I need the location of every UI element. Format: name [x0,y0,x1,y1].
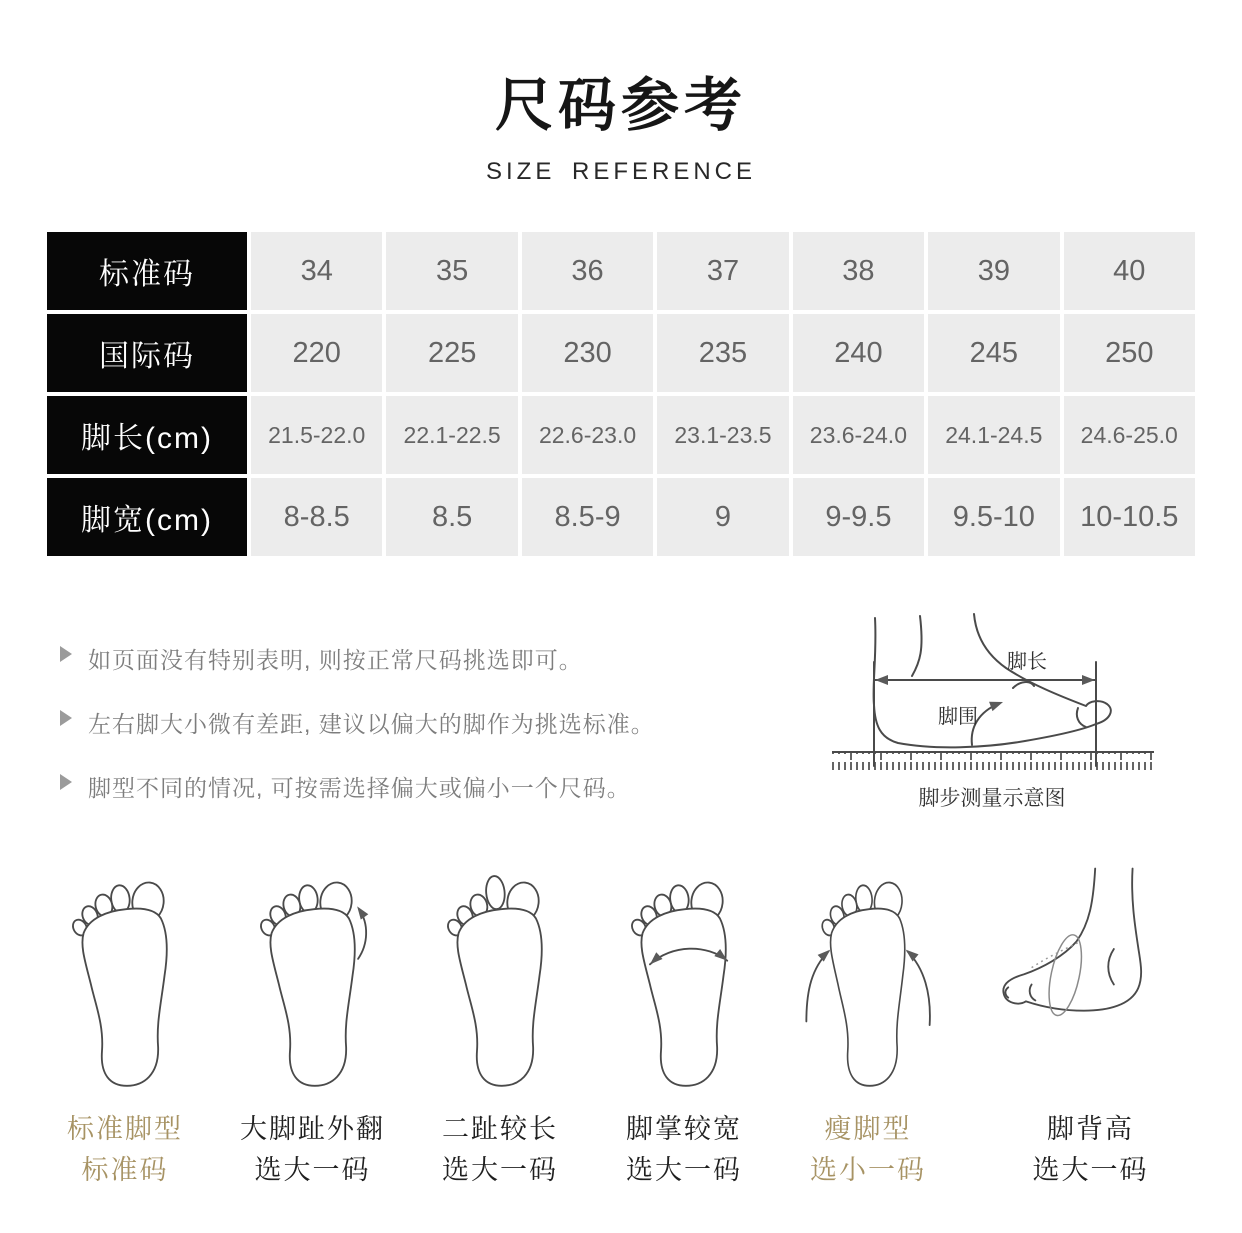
foot-type-standard [56,865,194,1191]
foot-type-bunion [240,865,385,1191]
size-cell: 9-9.5 [793,478,924,556]
bullet-triangle-icon [60,774,72,790]
size-cell: 23.6-24.0 [793,396,924,474]
foot-measure-illustration [820,600,1200,815]
size-cell: 235 [657,314,788,392]
foot-types-section [0,860,1242,1191]
size-cell: 24.6-25.0 [1064,396,1195,474]
size-cell: 230 [522,314,653,392]
size-cell: 250 [1064,314,1195,392]
foot-label-line1: 瘦脚型 [824,1114,912,1144]
size-cell: 24.1-24.5 [928,396,1059,474]
foot-type-label [626,1109,742,1191]
size-cell: 10-10.5 [1064,478,1195,556]
size-cell: 37 [657,232,788,310]
foot-wide-forefoot-illustration [615,865,753,1095]
size-cell: 8.5-9 [522,478,653,556]
note-text: 如页面没有特别表明, 则按正常尺码挑选即可。 [88,647,583,673]
size-cell: 225 [386,314,517,392]
diagram-caption: 脚步测量示意图 [918,787,1066,810]
size-cell: 8.5 [386,478,517,556]
foot-bunion-illustration [244,865,382,1095]
foot-label-line2: 标准码 [81,1155,169,1185]
foot-type-label [67,1109,183,1191]
page-title: 尺码参考 [494,73,747,138]
foot-label-line2: 选小一码 [810,1155,926,1185]
size-cell: 23.1-23.5 [657,396,788,474]
size-cell: 36 [522,232,653,310]
size-cell: 8-8.5 [251,478,382,556]
foot-type-wide-forefoot [615,865,753,1191]
foot-label-line1: 标准脚型 [67,1114,183,1144]
foot-type-label [442,1109,558,1191]
bullet-triangle-icon [60,646,72,662]
foot-type-high-instep [983,860,1198,1191]
foot-long-second-toe-illustration [431,865,569,1095]
foot-type-label [1033,1109,1149,1191]
size-cell: 9 [657,478,788,556]
note-text: 脚型不同的情况, 可按需选择偏大或偏小一个尺码。 [88,775,631,801]
foot-type-long-second-toe [431,865,569,1191]
foot-type-label [810,1109,926,1191]
notes-and-diagram-section [0,600,1242,834]
size-cell: 22.6-23.0 [522,396,653,474]
size-cell: 220 [251,314,382,392]
note-item [60,706,820,739]
size-cell: 22.1-22.5 [386,396,517,474]
row-header: 标准码 [47,232,247,310]
page-subtitle: SIZE REFERENCE [485,158,757,185]
foot-label-line1: 大脚趾外翻 [240,1114,385,1144]
size-cell: 40 [1064,232,1195,310]
table-row-international-size [47,314,1195,392]
size-cell: 9.5-10 [928,478,1059,556]
table-row-standard-size [47,232,1195,310]
table-row-foot-length [47,396,1195,474]
page-header [0,0,1242,186]
length-label: 脚长 [1007,651,1047,673]
size-table [43,228,1199,560]
row-header: 脚宽(cm) [47,478,247,556]
note-text: 左右脚大小微有差距, 建议以偏大的脚作为挑选标准。 [88,711,655,737]
note-item [60,642,820,675]
size-table-body [47,232,1195,556]
foot-standard-illustration [56,865,194,1095]
foot-label-line1: 二趾较长 [442,1114,558,1144]
foot-type-slim [799,865,937,1191]
size-cell: 34 [251,232,382,310]
foot-label-line2: 选大一码 [442,1155,558,1185]
size-cell: 21.5-22.0 [251,396,382,474]
foot-label-line2: 选大一码 [1032,1155,1149,1185]
row-header: 脚长(cm) [47,396,247,474]
note-item [60,770,820,803]
foot-label-line1: 脚掌较宽 [626,1114,742,1144]
notes-list [60,600,820,834]
size-cell: 38 [793,232,924,310]
foot-slim-illustration [799,865,937,1095]
size-cell: 245 [928,314,1059,392]
foot-label-line2: 选大一码 [254,1155,371,1185]
size-cell: 39 [928,232,1059,310]
foot-high-instep-illustration [983,860,1198,1095]
foot-type-label [240,1109,385,1191]
size-cell: 35 [386,232,517,310]
size-cell: 240 [793,314,924,392]
foot-label-line2: 选大一码 [626,1155,742,1185]
foot-measure-diagram [820,600,1200,815]
girth-label: 脚围 [938,706,978,728]
row-header: 国际码 [47,314,247,392]
foot-label-line1: 脚背高 [1047,1114,1134,1144]
table-row-foot-width [47,478,1195,556]
bullet-triangle-icon [60,710,72,726]
